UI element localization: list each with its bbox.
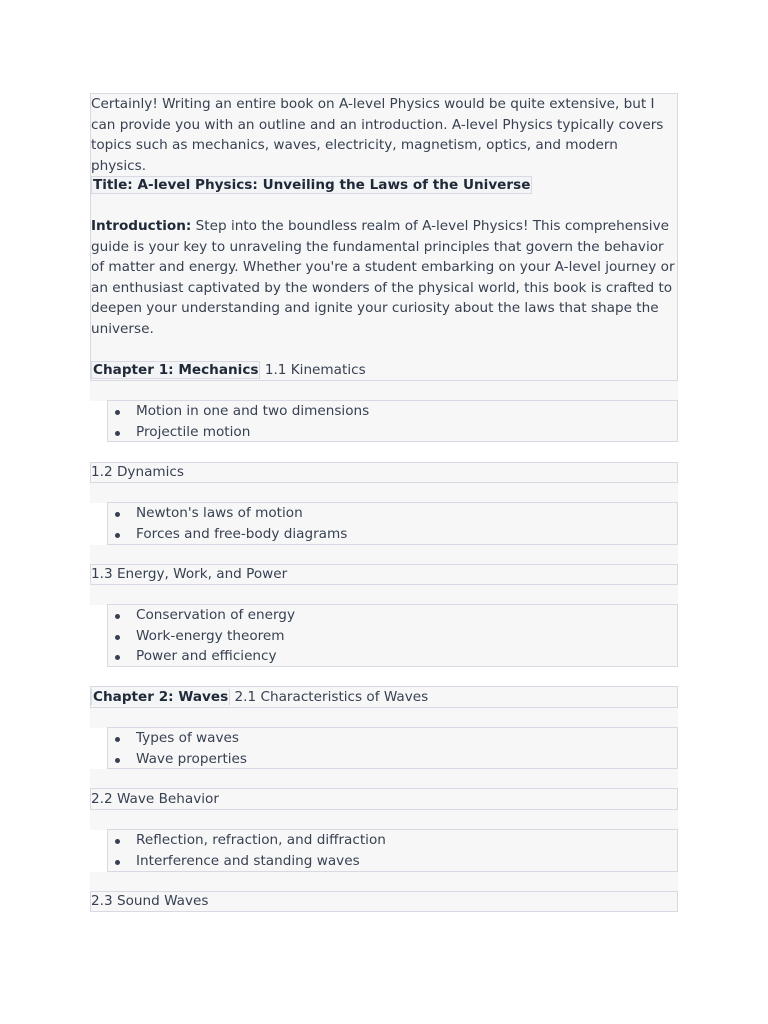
section-2-1-title: 2.1 Characteristics of Waves	[234, 689, 429, 705]
chapter-1-heading: Chapter 1: Mechanics	[93, 362, 259, 378]
chapter-2-line	[91, 687, 428, 707]
list-item: Motion in one and two dimensions	[108, 401, 677, 422]
list-item: Types of waves	[108, 728, 677, 749]
introduction-label: Introduction:	[91, 218, 192, 234]
section-2-3-title: 2.3 Sound Waves	[91, 893, 209, 909]
spacer	[90, 381, 678, 401]
section-1-1-title: 1.1 Kinematics	[264, 362, 366, 378]
introduction-paragraph	[91, 216, 677, 339]
list-item: Projectile motion	[108, 422, 677, 443]
spacer	[90, 585, 678, 605]
list-item: Wave properties	[108, 749, 677, 770]
spacer	[90, 545, 678, 565]
section-2-2-title: 2.2 Wave Behavior	[91, 791, 219, 807]
book-title	[91, 175, 677, 196]
section-1-3-list	[107, 604, 678, 667]
section-1-1-list	[107, 400, 678, 442]
section-2-2-list	[107, 829, 678, 872]
list-item: Interference and standing waves	[108, 851, 677, 872]
section-1-3-title: 1.3 Energy, Work, and Power	[91, 566, 288, 582]
list-item: Newton's laws of motion	[108, 503, 677, 524]
section-2-1-list	[107, 727, 678, 769]
spacer	[90, 810, 678, 830]
chapter-2-heading: Chapter 2: Waves	[93, 689, 229, 705]
spacer	[90, 872, 678, 892]
introduction-text: Step into the boundless realm of A-level Physics! This comprehensive guide is your key to unraveling the fundamental principles that govern the behavior of matter and energy. Whether you're a student embarking on your A-level journey or an enthusiast captivated by the wonders of the physical world, this book is crafted to deepen your understanding and ignite your curiosity about the laws that shape the universe.	[91, 218, 675, 337]
list-item: Reflection, refraction, and diffraction	[108, 830, 677, 851]
spacer	[90, 483, 678, 503]
list-item: Forces and free-body diagrams	[108, 524, 677, 545]
list-item: Work-energy theorem	[108, 626, 677, 647]
section-1-2-list	[107, 502, 678, 545]
spacer	[90, 708, 678, 728]
chapter-1-line	[91, 360, 366, 380]
list-item: Conservation of energy	[108, 605, 677, 626]
book-title-text: Title: A-level Physics: Unveiling the Laws of the Universe	[93, 177, 531, 193]
intro-paragraph: Certainly! Writing an entire book on A-level Physics would be quite extensive, but I can provide you with an outline and an introduction. A-level Physics typically covers topics such as mechanics, waves, electricity, magnetism, optics, and modern physics.	[91, 96, 664, 174]
section-1-2-title: 1.2 Dynamics	[91, 464, 184, 480]
spacer	[90, 769, 678, 789]
list-item: Power and efficiency	[108, 646, 677, 667]
